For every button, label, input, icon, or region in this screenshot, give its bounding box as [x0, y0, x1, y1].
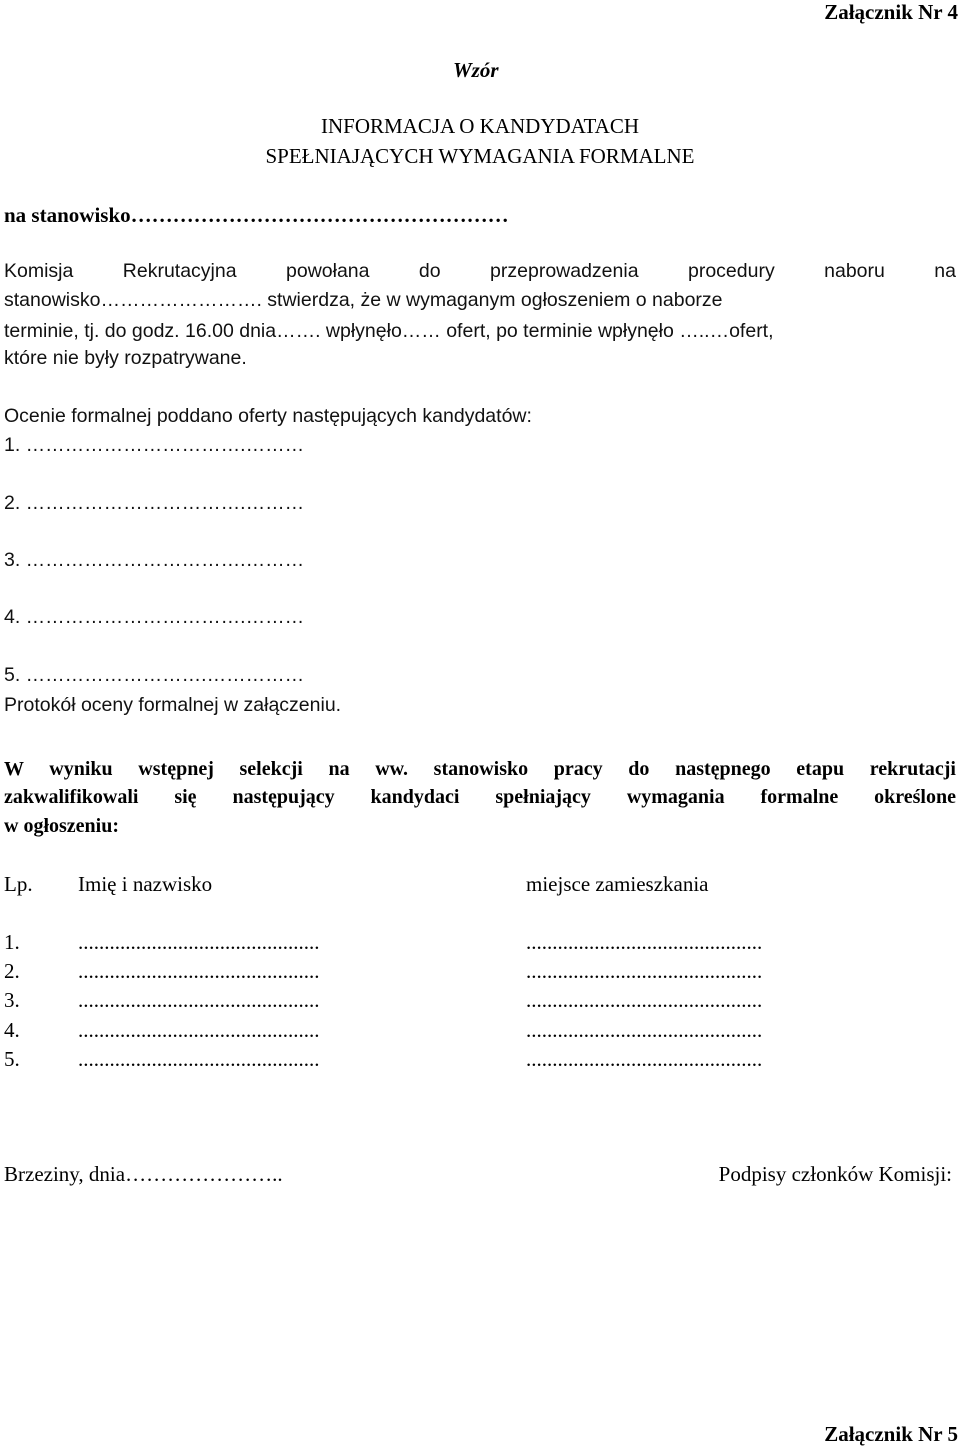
table-row-residence: .............................................	[526, 1018, 763, 1042]
position-line: na stanowisko………………………………………………	[4, 203, 509, 227]
candidate-list-item: 2. …………………………….………	[4, 492, 305, 514]
intro-word: przeprowadzenia	[490, 260, 639, 282]
intro-word: do	[418, 260, 441, 282]
table-row-lp: 1.	[4, 930, 20, 954]
table-row-lp: 4.	[4, 1018, 20, 1042]
protocol-note: Protokół oceny formalnej w załączeniu.	[4, 694, 342, 716]
candidate-list-item: 1. …………………………….………	[4, 434, 305, 456]
intro-word: na	[934, 260, 956, 282]
signatures-label: Podpisy członków Komisji:	[718, 1162, 952, 1186]
intro-word: powołana	[286, 260, 370, 282]
table-row-name: ..............................................	[78, 930, 320, 954]
candidate-list-item: 5. ……………………….……………	[4, 664, 305, 686]
table-header-residence: miejsce zamieszkania	[526, 872, 709, 896]
table-header-name: Imię i nazwisko	[78, 872, 213, 896]
table-row-residence: .............................................	[526, 1047, 763, 1071]
selection-line-1: W wyniku wstępnej selekcji na ww. stanowisko pracy do następnego etapu rekrutacji	[4, 758, 956, 780]
table-row-name: ..............................................	[78, 959, 320, 983]
intro-line-2: stanowisko……………………. stwierdza, że w wymaganym ogłoszeniem o naborze	[4, 289, 723, 311]
intro-line-3: terminie, tj. do godz. 16.00 dnia……. wpłynęło…… ofert, po terminie wpłynęło …..…ofert,	[4, 320, 774, 342]
intro-line-1	[4, 260, 956, 283]
candidate-list-item: 3. …………………………….………	[4, 549, 305, 571]
intro-word: procedury	[687, 260, 775, 282]
document-title-line1: INFORMACJA O KANDYDATACH	[320, 114, 639, 138]
place-date-line: Brzeziny, dnia…………………..	[4, 1162, 283, 1186]
evaluation-heading: Ocenie formalnej poddano oferty następujących kandydatów:	[4, 405, 532, 427]
intro-word: naboru	[824, 260, 885, 282]
table-row-name: ..............................................	[78, 988, 320, 1012]
table-header-lp: Lp.	[4, 872, 33, 896]
table-row-lp: 2.	[4, 959, 20, 983]
intro-word: Komisja	[4, 260, 74, 282]
candidate-list-item: 4. …………………………….………	[4, 606, 305, 628]
intro-line-4: które nie były rozpatrywane.	[4, 347, 247, 369]
intro-word: Rekrutacyjna	[122, 260, 237, 282]
attachment-number-bottom: Załącznik Nr 5	[824, 1422, 958, 1446]
selection-line-3: w ogłoszeniu:	[4, 815, 119, 837]
selection-line-2: zakwalifikowali się następujący kandydaci spełniający wymagania formalne określone	[4, 786, 956, 808]
document-title-line2: SPEŁNIAJĄCYCH WYMAGANIA FORMALNE	[265, 144, 695, 168]
table-row-residence: .............................................	[526, 930, 763, 954]
table-row-lp: 3.	[4, 988, 20, 1012]
template-label: Wzór	[453, 58, 499, 82]
table-row-name: ..............................................	[78, 1047, 320, 1071]
table-row-name: ..............................................	[78, 1018, 320, 1042]
table-row-residence: .............................................	[526, 988, 763, 1012]
attachment-number-top: Załącznik Nr 4	[824, 0, 958, 24]
table-row-lp: 5.	[4, 1047, 20, 1071]
table-row-residence: .............................................	[526, 959, 763, 983]
